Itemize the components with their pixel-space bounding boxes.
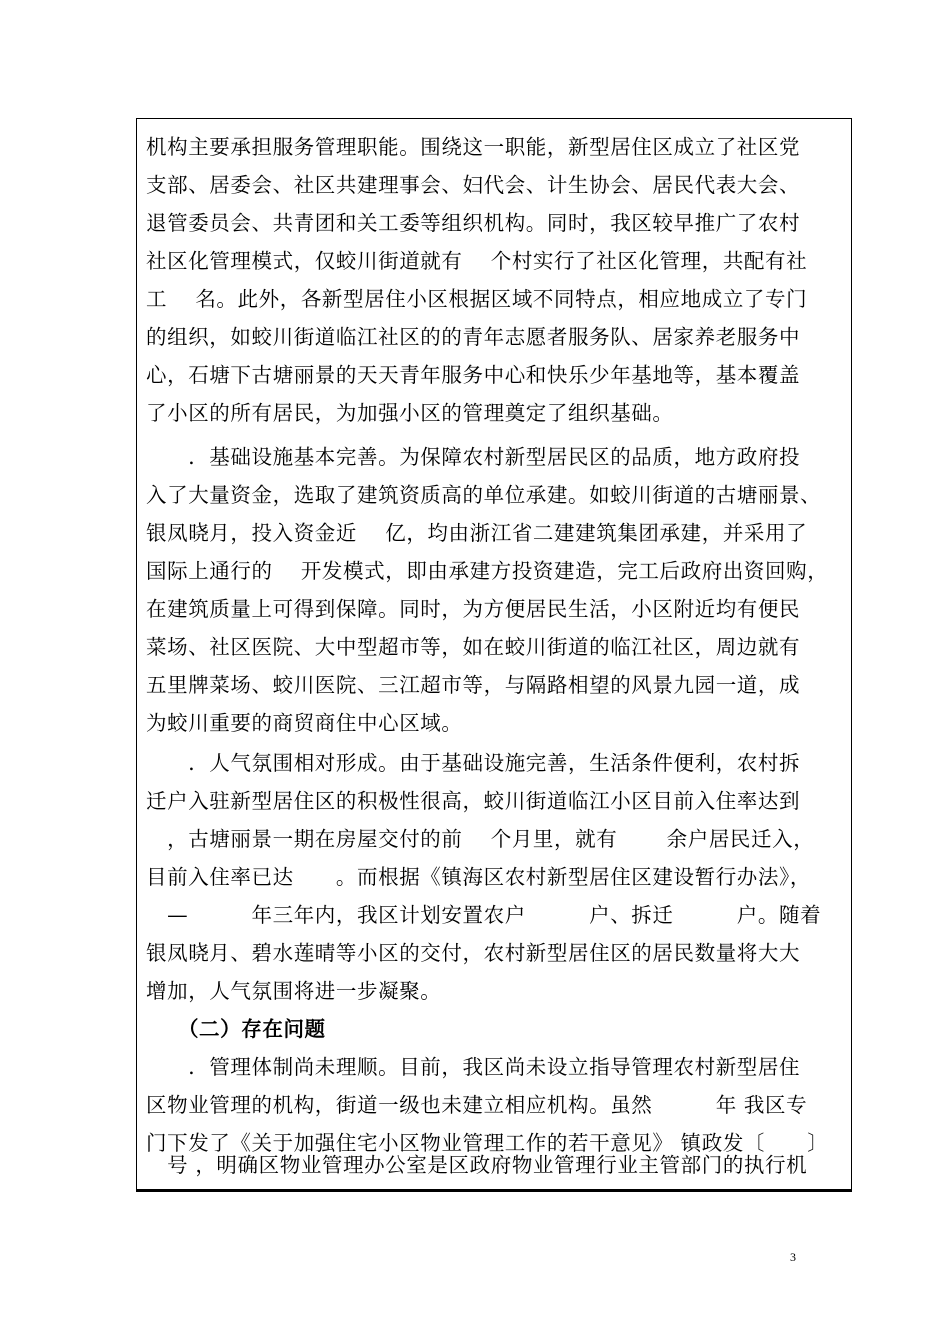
text-line: 入了大量资金，选取了建筑资质高的单位承建。如蛟川街道的古塘丽景、 — [146, 483, 822, 507]
text-line: 目前入住率已达 。而根据《镇海区农村新型居住区建设暂行办法》， — [146, 865, 811, 889]
text-line: 退管委员会、共青团和关工委等组织机构。同时，我区较早推广了农村 — [146, 211, 801, 235]
text-line: 区物业管理的机构，街道一级也未建立相应机构。虽然 年 我区专 — [146, 1093, 808, 1117]
text-line: 了小区的所有居民，为加强小区的管理奠定了组织基础。 — [146, 401, 674, 425]
text-line: 迁户入驻新型居住区的积极性很高，蛟川街道临江小区目前入住率达到 — [146, 789, 801, 813]
text-line: 门下发了《关于加强住宅小区物业管理工作的若干意见》 镇政发〔 〕 — [146, 1131, 829, 1155]
text-line: 菜场、社区医院、大中型超市等，如在蛟川街道的临江社区，周边就有 — [146, 635, 801, 659]
page-number: 3 — [790, 1250, 796, 1264]
text-line: — 年三年内，我区计划安置农户 户、拆迁 户。随着 — [146, 903, 822, 927]
text-line: 国际上通行的 开发模式，即由承建方投资建造，完工后政府出资回购， — [146, 559, 829, 583]
text-line: 增加，人气氛围将进一步凝聚。 — [146, 979, 442, 1003]
paragraph-heading-line: ．管理体制尚未理顺。目前，我区尚未设立指导管理农村新型居住 — [146, 1055, 801, 1079]
text-line: 支部、居委会、社区共建理事会、妇代会、计生协会、居民代表大会、 — [146, 173, 801, 197]
text-line: 心，石塘下古塘丽景的天天青年服务中心和快乐少年基地等，基本覆盖 — [146, 363, 801, 387]
text-line: 工 名。此外，各新型居住小区根据区域不同特点，相应地成立了专门 — [146, 287, 808, 311]
text-line: 银凤晓月、碧水莲晴等小区的交付，农村新型居住区的居民数量将大大 — [146, 941, 801, 965]
text-line: 机构主要承担服务管理职能。围绕这一职能，新型居住区成立了社区党 — [146, 135, 801, 159]
text-line: 的组织，如蛟川街道临江社区的的青年志愿者服务队、居家养老服务中 — [146, 325, 801, 349]
text-line: 银凤晓月，投入资金近 亿，均由浙江省二建建筑集团承建，并采用了 — [146, 521, 808, 545]
text-line: 号 ，明确区物业管理办公室是区政府物业管理行业主管部门的执行机 — [146, 1153, 808, 1177]
text-line: ，古塘丽景一期在房屋交付的前 个月里，就有 余户居民迁入， — [146, 827, 815, 851]
section-heading: （二）存在问题 — [146, 1017, 326, 1041]
paragraph-heading-line: ．基础设施基本完善。为保障农村新型居民区的品质，地方政府投 — [146, 445, 801, 469]
text-line: 社区化管理模式，仅蛟川街道就有 个村实行了社区化管理，共配有社 — [146, 249, 808, 273]
text-line: 为蛟川重要的商贸商住中心区域。 — [146, 711, 463, 735]
paragraph-heading-line: ．人气氛围相对形成。由于基础设施完善，生活条件便利，农村拆 — [146, 751, 801, 775]
text-line: 在建筑质量上可得到保障。同时，为方便居民生活，小区附近均有便民 — [146, 597, 801, 621]
text-line: 五里牌菜场、蛟川医院、三江超市等，与隔路相望的风景九园一道，成 — [146, 673, 801, 697]
